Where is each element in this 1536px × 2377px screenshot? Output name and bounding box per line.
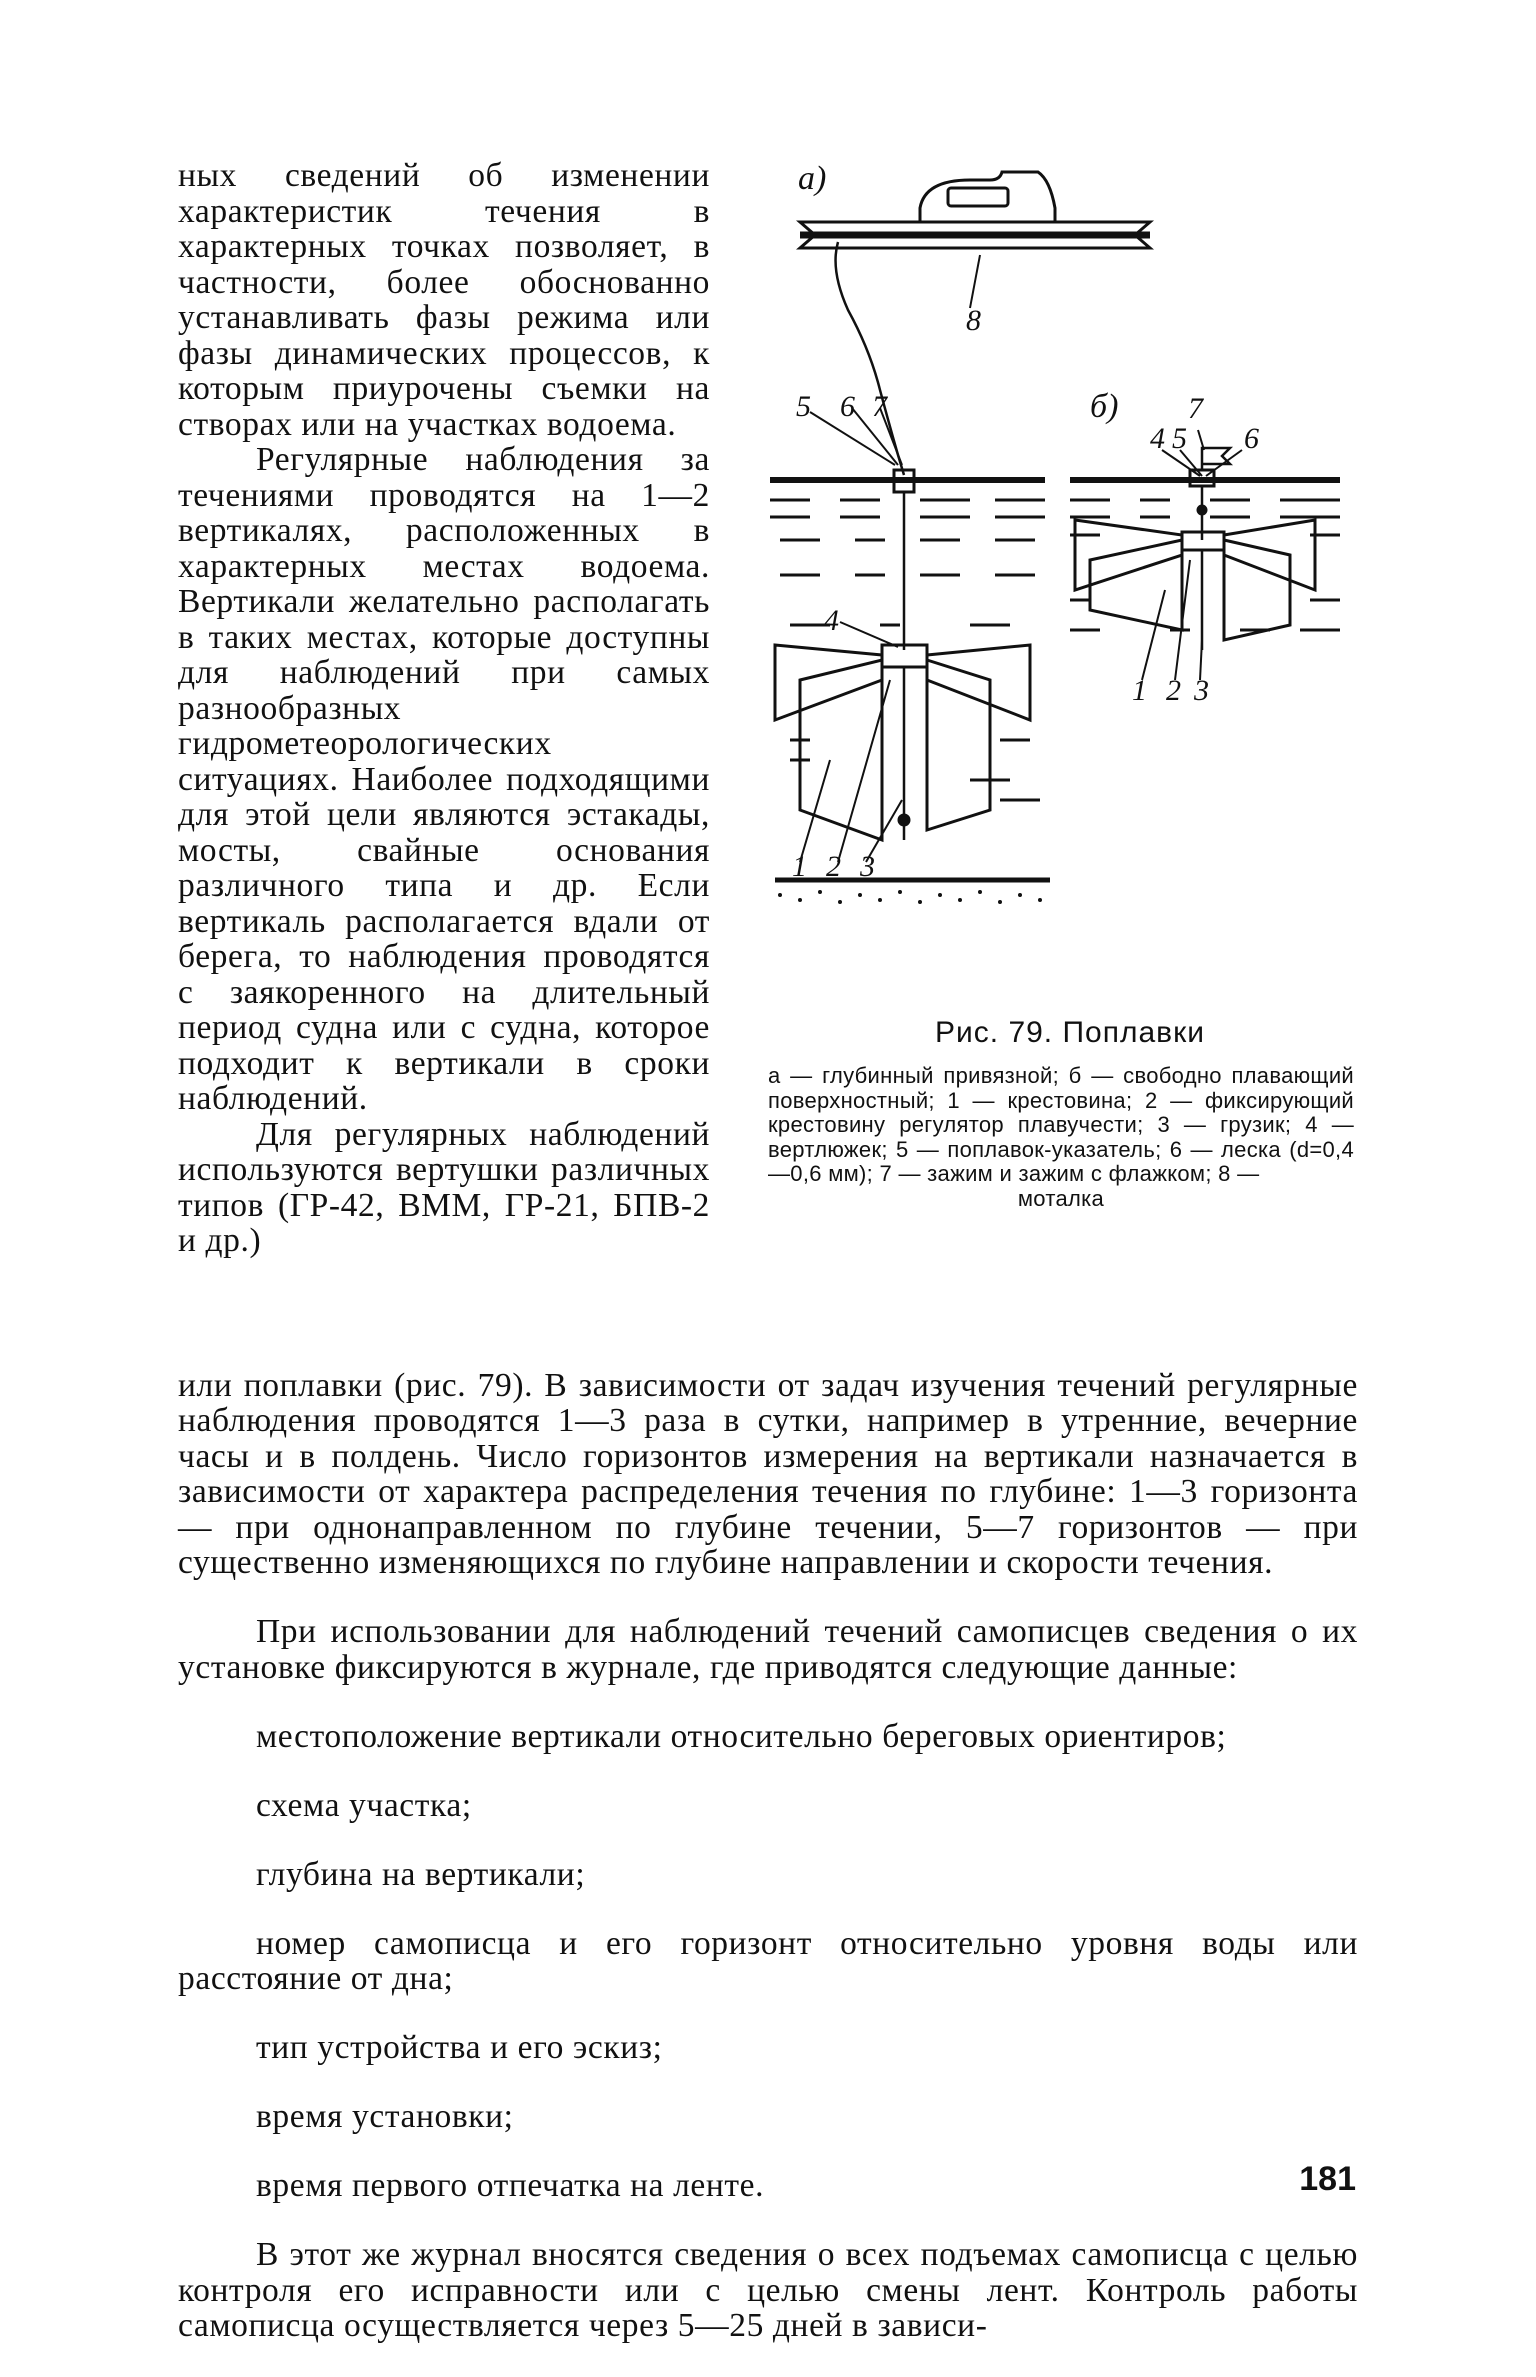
label-b: б)	[1090, 388, 1119, 425]
list-item: тип устройства и его эскиз;	[256, 2029, 663, 2066]
caption-text: а — глубинный привязной; б — свободно плавающий поверхностный; 1 — крестовина; 2 — фиксирующий крестовину регулятор плавучести; 3 — грузик; 4 — вертлюжек; 5 — поплавок-указатель; 6 — леска (d=0,4—0,6 мм); 7 — зажим и зажим с флажком; 8 —	[768, 1063, 1354, 1186]
reel-slot	[948, 188, 1008, 206]
paragraph: При использовании для наблюдений течений самописцев сведения о их установке фиксируются в журнале, где приводятся следующие данные:	[178, 1613, 1358, 1686]
label-a2: 2	[826, 850, 841, 883]
label-b4: 4	[1150, 422, 1165, 455]
figure-79	[770, 160, 1370, 1030]
list-item: глубина на вертикали;	[256, 1855, 586, 1893]
list-item: местоположение вертикали относительно береговых ориентиров;	[256, 1717, 1227, 1755]
label-b1: 1	[1132, 674, 1147, 707]
left-column-text	[178, 158, 710, 1259]
paragraph: Регулярные наблюдения за течениями проводятся на 1—2 вертикалях, расположенных в характерных местах водоема. Вертикали желательно располагать в таких местах, которые доступны для наблюдений при самых разнообразных гидрометеорологических ситуациях. Наиболее подходящими для этой цели являются эстакады, мосты, свайные основания различного типа и др. Если вертикаль располагается вдали от берега, то наблюдения проводятся с заякоренного на длительный период судна или с судна, которое подходит к вертикали в сроки наблюдений.	[178, 441, 710, 1117]
reel-handle	[920, 172, 1055, 222]
paragraph: или поплавки (рис. 79). В зависимости от задач изучения течений регулярные наблюдения проводятся 1—3 раза в сутки, например в утренние, вечерние часы и в полдень. Число горизонтов измерения на вертикали назначается в зависимости от характера распределения течения по глубине: 1—3 горизонта — при однонаправленном по глубине течении, 5—7 горизонтов — при существенно изменяющихся по глубине направлении и скорости течения.	[178, 1366, 1358, 1581]
label-a3: 3	[860, 850, 875, 883]
label-a6: 6	[840, 390, 855, 423]
list-item: время установки;	[256, 2098, 514, 2135]
paragraph: Для регулярных наблюдений используются вертушки различных типов (ГР-42, ВММ, ГР-21, БПВ-2 и др.)	[178, 1115, 710, 1259]
list-item: время первого отпечатка на ленте.	[256, 2167, 765, 2204]
caption-last-line: моталка	[1017, 1185, 1105, 1211]
label-a1: 1	[792, 850, 807, 883]
label-b6: 6	[1244, 422, 1259, 455]
paragraph: ных сведений об изменении характеристик течения в характерных точках позволяет, в частности, более обоснованно устанавливать фазы режима или фазы динамических процессов, к которым приурочены съемки на створах или на участках водоема.	[178, 157, 710, 443]
label-b2: 2	[1166, 674, 1181, 707]
label-a: а)	[798, 160, 827, 197]
paragraph: В этот же журнал вносятся сведения о всех подъемах самописца с целью контроля его исправности или с целью смены лент. Контроль работы самописца осуществляется через 5—25 дней в зависи-	[178, 2236, 1358, 2344]
label-a4: 4	[824, 604, 839, 637]
main-text	[178, 1334, 1358, 2377]
label-a5: 5	[796, 390, 811, 423]
label-a7: 7	[872, 390, 887, 423]
label-8: 8	[966, 304, 981, 337]
figure-caption-title: Рис. 79. Поплавки	[935, 1016, 1205, 1049]
label-b3: 3	[1194, 674, 1209, 707]
page-number: 181	[1299, 2160, 1356, 2198]
float-line	[836, 242, 904, 475]
floats-drawing	[770, 160, 1370, 1020]
flag	[1202, 448, 1230, 470]
figure-caption-body	[768, 1064, 1354, 1211]
label-b7: 7	[1188, 392, 1203, 425]
label-b5: 5	[1172, 422, 1187, 455]
list-item: схема участка;	[256, 1786, 472, 1824]
list-item: номер самописца и его горизонт относительно уровня воды или расстояние от дна;	[178, 1924, 1358, 1997]
